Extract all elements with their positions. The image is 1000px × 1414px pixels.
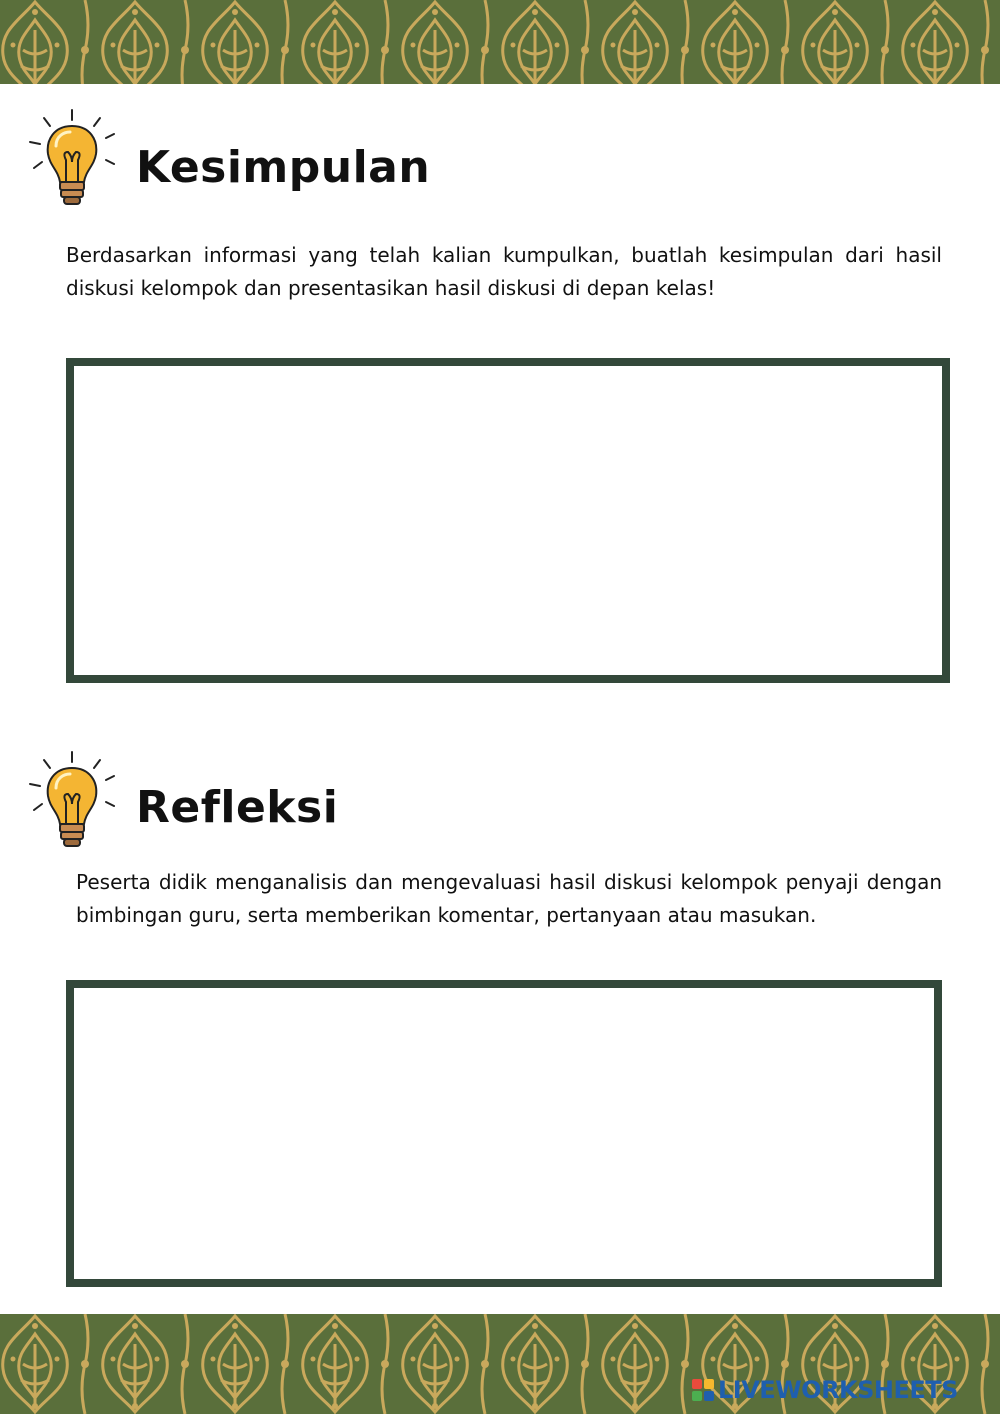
ornament-pattern-icon <box>0 0 1000 84</box>
refleksi-title: Refleksi <box>136 782 339 833</box>
lightbulb-icon <box>26 106 122 210</box>
liveworksheets-logo-icon <box>692 1379 714 1401</box>
kesimpulan-instruction: Berdasarkan informasi yang telah kalian kumpulkan, buatlah kesimpulan dari hasil diskusi kelompok dan presentasikan hasil diskusi di depan kelas! <box>66 243 942 300</box>
kesimpulan-answer-input[interactable] <box>74 366 942 675</box>
refleksi-answer-box[interactable] <box>66 980 942 1287</box>
kesimpulan-title: Kesimpulan <box>136 142 431 193</box>
liveworksheets-logo <box>692 1376 958 1404</box>
kesimpulan-answer-box[interactable] <box>66 358 950 683</box>
top-ornament-band <box>0 0 1000 84</box>
refleksi-answer-input[interactable] <box>74 988 934 1279</box>
lightbulb-icon <box>26 748 122 852</box>
refleksi-instruction: Peserta didik menganalisis dan mengevaluasi hasil diskusi kelompok penyaji dengan bimbingan guru, serta memberikan komentar, pertanyaan atau masukan. <box>76 870 942 927</box>
liveworksheets-wordmark: LIVEWORKSHEETS <box>718 1376 958 1404</box>
